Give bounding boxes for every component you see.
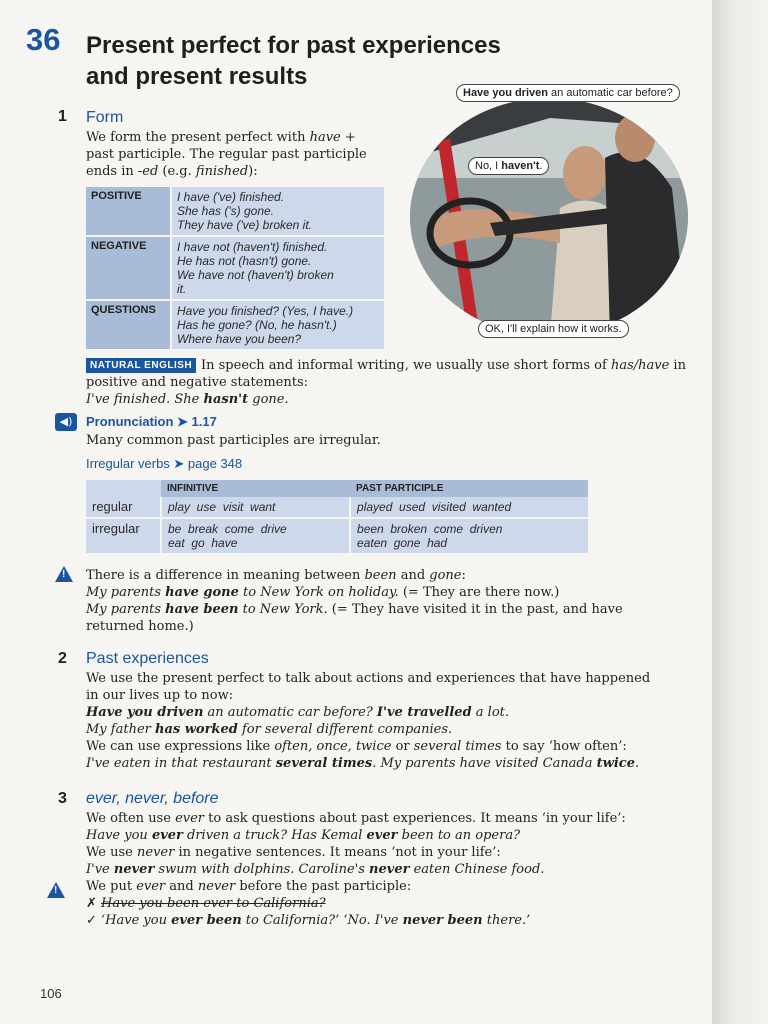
form-label: NEGATIVE [86,236,171,300]
header-past-participle: PAST PARTICIPLE [350,480,588,497]
form-row-questions [86,300,384,350]
form-row-negative [86,236,384,300]
verbs-row-regular [86,497,588,518]
natural-english-text: In speech and informal writing, we usually use short forms of has/have in positive and negative statements: I've finished. She hasn't gone. [86,358,686,407]
verbs-table-header [86,480,588,497]
verbs-table [86,480,588,553]
section-3-number: 3 [58,790,67,807]
header-infinitive: INFINITIVE [161,480,350,497]
natural-english-badge: NATURAL ENGLISH [86,358,196,373]
header-blank [86,480,161,497]
warning-icon: ! [47,882,65,898]
been-gone-note: There is a difference in meaning between been and gone: My parents have gone to New York on holiday. (= They are there now.) My parents have been to New York. (= They have visited it in the past, and have returned home.) [86,568,623,634]
past-experiences-text: We use the present perfect to talk about actions and experiences that have happened in our lives up to now: Have you driven an automatic car before? I've travelled a lot. My father has worked for several different companies. We can use expressions like often, once, twice or several times to say ‘how often’: I've eaten in that restaurant several times. My parents have visited Canada twice. [86,671,651,771]
ever-never-text: We often use ever to ask questions about past experiences. It means ‘in your life’: Have you ever driven a truck? Has Kemal ever been to an opera? We use never in negative sentences. It means ‘not in your life’: I've never swum with dolphins. Caroline's never eaten Chinese food. We put ever and never before the past participle: ✗ Have you been ever to California? ✓ ‘Have you ever been to California?’ ‘No. I've never been there.’ [86,811,626,928]
title-line-2: and present results [86,63,308,90]
speech-bubble-explain: OK, I'll explain how it works. [478,320,629,338]
form-row-positive [86,187,384,236]
bubble-question-bold: Have you driven [463,87,548,99]
infinitive-cell: play use visit want [161,497,350,518]
row-label: regular [86,497,161,518]
row-label: irregular [86,518,161,553]
speaker-icon[interactable]: ◀) [55,413,77,431]
participle-cell: been broken come driven eaten gone had [350,518,588,553]
page-number: 106 [40,986,62,1001]
section-3-title: ever, never, before [86,790,219,807]
section-2-title: Past experiences [86,650,209,667]
section-1-title: Form [86,109,124,126]
verbs-row-irregular [86,518,588,553]
infinitive-cell: be break come drive eat go have [161,518,350,553]
pronunciation-link[interactable]: Pronunciation ➤ 1.17 [86,414,217,429]
form-examples: I have not (haven't) finished. He has not (hasn't) gone. We have not (haven't) broken it. [171,236,384,300]
car-salesman-photo [410,98,688,336]
warning-icon: ! [55,566,73,582]
section-2-number: 2 [58,650,67,667]
bubble-question-rest: an automatic car before? [547,87,673,99]
bubble-answer-start: No, I [475,160,502,172]
irregular-verbs-link[interactable]: Irregular verbs ➤ page 348 [86,456,243,471]
bubble-answer-bold: haven't [501,160,540,172]
section-1-number: 1 [58,108,67,125]
form-label: QUESTIONS [86,300,171,350]
participle-cell: played used visited wanted [350,497,588,518]
form-intro: We form the present perfect with have + past participle. The regular past participle ends in -ed (e.g. finished): [86,130,367,179]
unit-number: 36 [26,22,61,57]
photo-illustration [410,98,688,336]
bubble-answer-end: . [539,160,543,172]
page-title [86,30,606,92]
form-examples: I have ('ve) finished. She has ('s) gone. They have ('ve) broken it. [171,187,384,236]
form-examples: Have you finished? (Yes, I have.) Has he gone? (No, he hasn't.) Where have you been? [171,300,384,350]
irregular-note: Many common past participles are irregular. [86,433,381,448]
speech-bubble-question [456,84,680,102]
book-spine-shadow [712,0,768,1024]
form-table [86,187,384,351]
speech-bubble-answer [468,157,549,175]
form-label: POSITIVE [86,187,171,236]
title-line-1: Present perfect for past experiences [86,32,501,59]
